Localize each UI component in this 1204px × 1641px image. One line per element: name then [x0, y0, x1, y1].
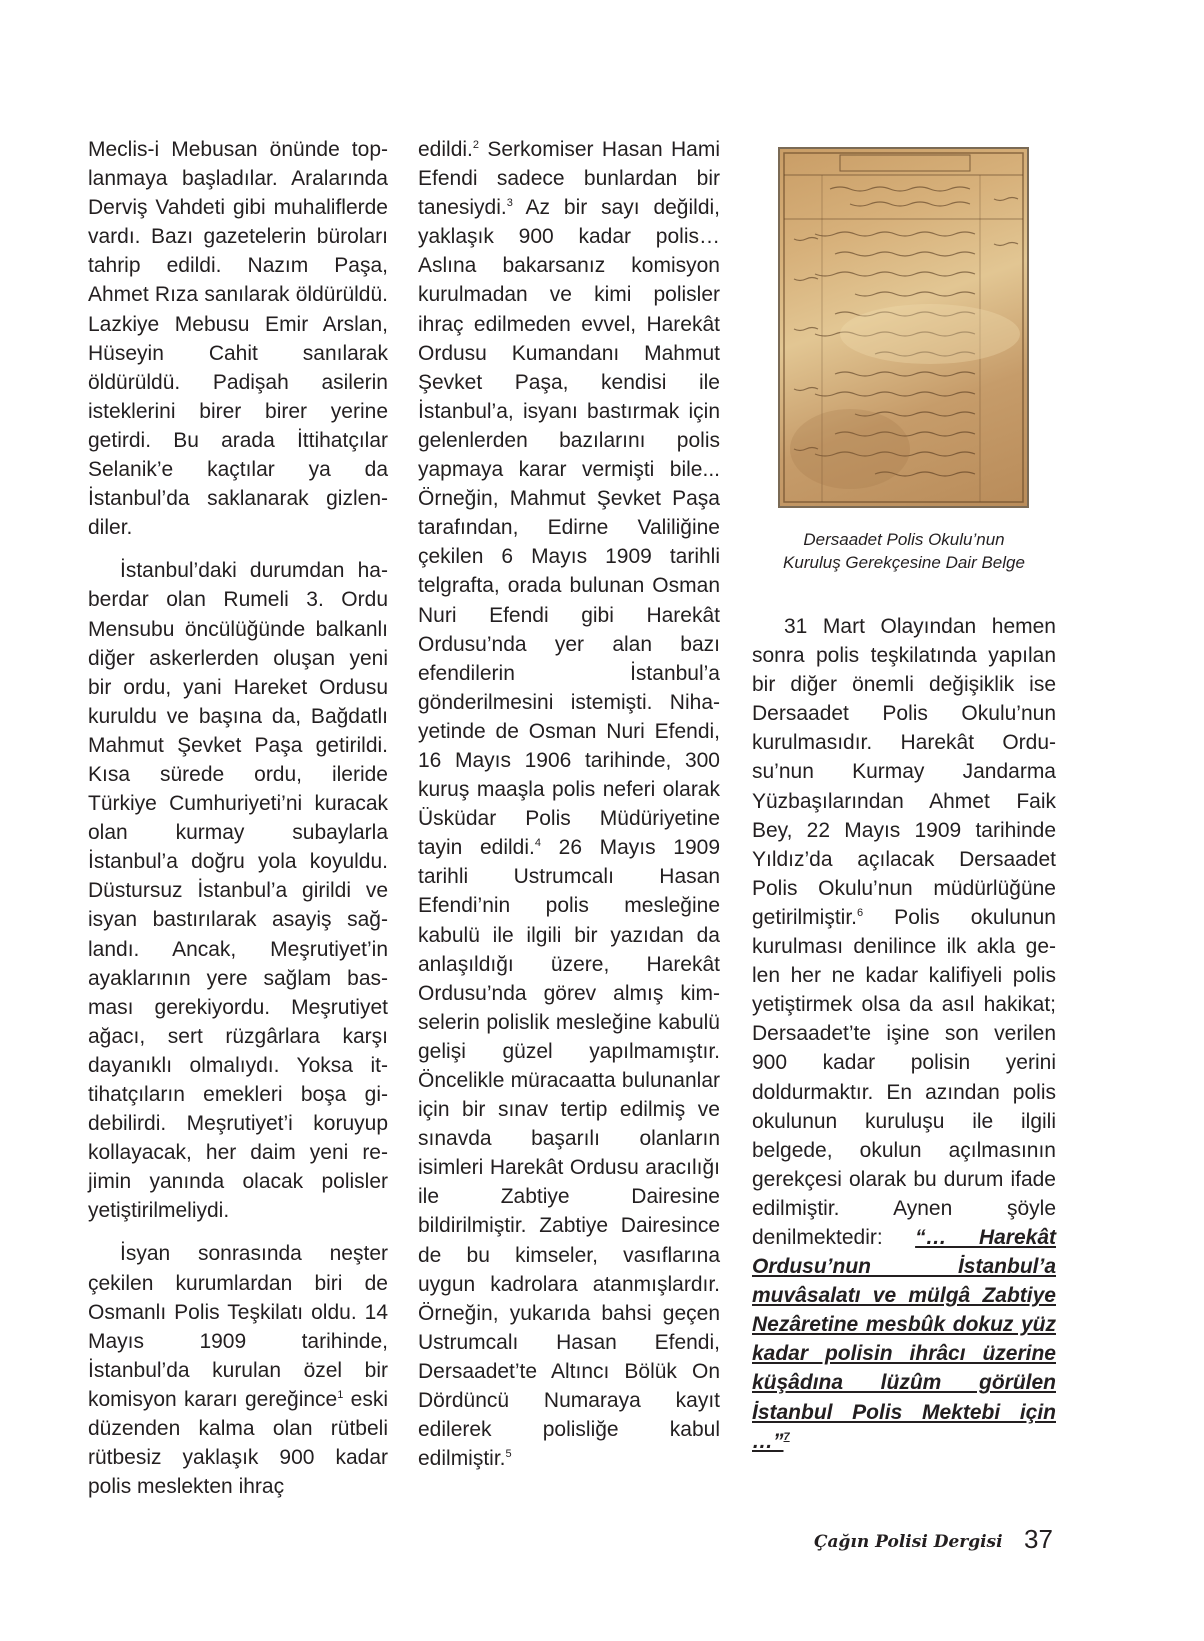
magazine-name: Çağın Polisi Dergisi	[814, 1532, 1003, 1552]
photo-caption	[752, 528, 1056, 574]
paragraph-text: edildi.	[418, 138, 473, 161]
caption-line: Kuruluş Gerekçesine Dair Belge	[783, 553, 1025, 572]
footnote-ref: 2	[472, 139, 479, 151]
footnote-ref: 3	[506, 197, 513, 210]
historical-document-photo	[778, 147, 1029, 508]
paragraph	[418, 135, 720, 1473]
paragraph: Meclis-i Mebusan önünde toplanmaya başladılar. Aralarında Derviş Vahdeti gibi muhaliflerde vardı. Bazı gazetelerin büroları tahrip edildi. Nazım Paşa, Ahmet Rıza sanılarak öldürüldü. Lazkiye Mebusu Emir Arslan, Hüseyin Cahit sanılarak öldürüldü. Padişah asilerin isteklerini birer birer yerine getirdi. Bu arada İttihatçılar Selanik’e kaçtılar ya da İstanbul’da saklanarak gizlendiler.	[88, 138, 388, 540]
paragraph-text: Az bir sayı değildi, yaklaşık 900 kadar polis… Aslına bakarsanız komisyon kurulmadan ve kimi polisler ihraç edilmeden evvel, Harekât Ordusu Kumandanı Mahmut Şevket Paşa, kendisi ile İstanbul’a, isyanı bastırmak için gelenlerden bazılarını polis yapmaya karar vermişti bile... Örneğin, Mahmut Şevket Paşa tarafından, Edirne Valiliğine çekilen 6 Mayıs 1909 tarihli telgrafta, orada bulunan Osman Nuri Efendi gibi Harekât Ordusu’nda yer alan bazı efendilerin İstanbul’a gönderilmesini istemişti. Nihayetinde de Osman Nuri Efendi, 16 Mayıs 1906 tarihinde, 300 kuruş maaşla polis neferi olarak Üsküdar Polis Müdüriyetine tayin edildi.	[418, 196, 720, 860]
paragraph-text: Serkomiser Hasan Hami Efendi sadece bunlardan bir tanesiydi.	[418, 138, 720, 220]
paragraph	[88, 1239, 388, 1501]
paragraph	[752, 612, 1056, 1456]
footnote-ref: 4	[534, 837, 541, 850]
paragraph: İstanbul’daki durumdan haberdar olan Rumeli 3. Ordu Mensubu öncülüğünde balkanlı diğer askerlerden oluşan yeni bir ordu, yani Hareket Ordusu kuruldu ve başına da, Bağdatlı Mahmut Şevket Paşa getirildi. Kısa sürede ordu, ileride Türkiye Cumhuriyeti’ni kuracak olan kurmay subaylarla İstanbul’a doğru yola koyuldu. Düstursuz İstanbul’a girildi ve isyan bastırılarak asayiş sağlandı. Ancak, Meşrutiyet’in ayaklarının yere sağlam basması gerekiyordu. Meşrutiyet ağacı, sert rüzgârlara karşı dayanıklı olmalıydı. Yoksa ittihatçıların emekleri boşa gidebilirdi. Meşrutiyet’i koruyup kollayacak, her daim yeni rejimin yanında olacak polisler yetiştirilmeliydi.	[88, 559, 388, 1223]
paragraph-text: 26 Mayıs 1909 tarihli Ustrumcalı Hasan Efendi’nin polis mesleğine kabulü ile ilgili bir yazıdan da anlaşıldığı üzere, Harekât Ordusu’nda görev almış kimselerin polislik mesleğine kabulü gelişi güzel yapılmamıştır. Öncelikle müracaatta bulunanlar için bir sınav tertip edilmiş ve sınavda başarılı olanların isimleri Harekât Ordusu aracılığı ile Zabtiye Dairesine bildirilmiştir. Zabtiye Dairesince de bu kimseler, vasıflarına uygun kadrolara atanmışlardır. Örneğin, yukarıda bahsi geçen Ustrumcalı Hasan Efendi, Dersaadet’te Altıncı Bölük On Dördüncü Numaraya kayıt edilerek polisliğe kabul edilmiştir.	[418, 836, 720, 1471]
paragraph-text: 31 Mart Olayından hemen sonra polis teşkilatında yapılan bir diğer önemli değişiklik ise Dersaadet Polis Okulu’nun kurulmasıdır. Harekât Ordusu’nun Kurmay Jandarma Yüzbaşılarından Ahmet Faik Bey, 22 Mayıs 1909 tarihinde Yıldız’da açılacak Dersaadet Polis Okulu’nun müdürlüğüne getirilmiştir.	[752, 615, 1056, 929]
paragraph-text: eski düzenden kalma olan rütbeli rütbesiz yaklaşık 900 kadar polis meslekten ihraç	[88, 1387, 388, 1499]
paragraph-text: Polis okulunun kurulması denilince ilk akla gelen her ne kadar kalifiyeli polis yetiştirmek olsa da asıl hakikat; Dersaadet’te işine son verilen 900 kadar polisin yerini doldurmaktır. En azından polis okulunun kuruluşu ile ilgili belgede, okulun açılmasının gerekçesi olarak bu durum ifade edilmiştir. Aynen şöyle denilmektedir:	[752, 905, 1056, 1249]
text-column-2	[418, 135, 720, 1473]
text-column-1	[88, 135, 388, 1501]
footnote-ref: 5	[505, 1448, 512, 1461]
paragraph-text: İsyan sonrasında neşter çekilen kurumlardan biri de Osmanlı Polis Teşkilatı oldu. 14 Mayıs 1909 tarihinde, İstanbul’da kurulan özel bir komisyon kararı gereğince	[88, 1242, 388, 1411]
document-illustration	[780, 149, 1027, 506]
document-quote: “… Harekât Ordusu’nun İstanbul’a muvâsalatı ve mülgâ Zabtiye Nezâretine mesbûk dokuz yüz kadar polisin ihrâcı üzerine küşâdına lüzûm görülen İstanbul Polis Mektebi için …”	[752, 1225, 1056, 1453]
footnote-ref: 7	[783, 1430, 790, 1443]
page-number: 37	[1024, 1524, 1053, 1554]
footnote-ref: 6	[857, 906, 864, 919]
caption-line: Dersaadet Polis Okulu’nun	[803, 530, 1005, 549]
footnote-ref: 1	[337, 1388, 344, 1401]
text-column-3	[752, 612, 1056, 1456]
